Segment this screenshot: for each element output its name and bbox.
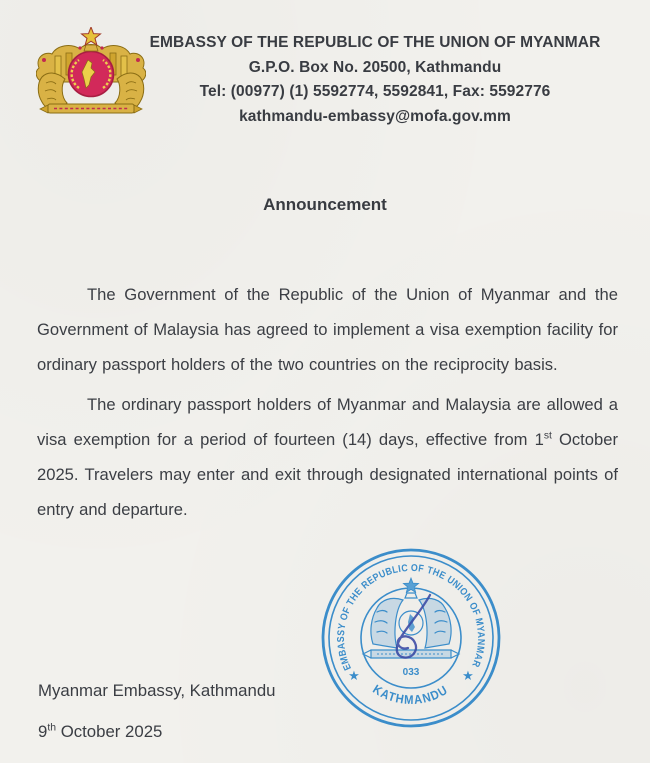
date-line bbox=[38, 722, 162, 742]
stamp-left-star-icon: ★ bbox=[348, 668, 360, 683]
stamp-crest-icon bbox=[363, 578, 459, 658]
stamp-city-text: KATHMANDU bbox=[370, 682, 452, 708]
paragraph-2-text: The ordinary passport holders of Myanmar and Malaysia are allowed a visa exemption for a period of fourteen (14) days, effective from 1 bbox=[37, 395, 618, 449]
stamp-right-star-icon: ★ bbox=[462, 668, 474, 683]
paragraph-2-text-continued: October 2025. Travelers may enter and exit through designated international points of entry and departure. bbox=[37, 430, 618, 519]
embassy-email: kathmandu-embassy@mofa.gov.mm bbox=[239, 107, 511, 125]
closing-organization: Myanmar Embassy, Kathmandu bbox=[38, 681, 276, 700]
date-day: 9 bbox=[38, 722, 48, 741]
embassy-address: G.P.O. Box No. 20500, Kathmandu bbox=[248, 58, 502, 76]
letterhead bbox=[100, 31, 650, 129]
stamp-ring-text: EMBASSY OF THE REPUBLIC OF THE UNION OF MYANMAR bbox=[335, 562, 487, 672]
stamp-number: 033 bbox=[402, 667, 420, 678]
date-ordinal-superscript: th bbox=[47, 722, 57, 734]
embassy-name: EMBASSY OF THE REPUBLIC OF THE UNION OF MYANMAR bbox=[149, 34, 601, 51]
paragraph-2 bbox=[37, 387, 618, 527]
date-rest: October 2025 bbox=[56, 722, 163, 741]
ordinal-superscript: st bbox=[543, 430, 552, 442]
announcement-title: Announcement bbox=[263, 195, 387, 214]
embassy-contact: Tel: (00977) (1) 5592774, 5592841, Fax: 5592776 bbox=[199, 83, 551, 100]
paragraph-1: The Government of the Republic of the Union of Myanmar and the Government of Malaysia has agreed to implement a visa exemption facility for ordinary passport holders of the two countries on the reciprocity basis. bbox=[37, 285, 618, 374]
embassy-stamp bbox=[319, 546, 503, 730]
